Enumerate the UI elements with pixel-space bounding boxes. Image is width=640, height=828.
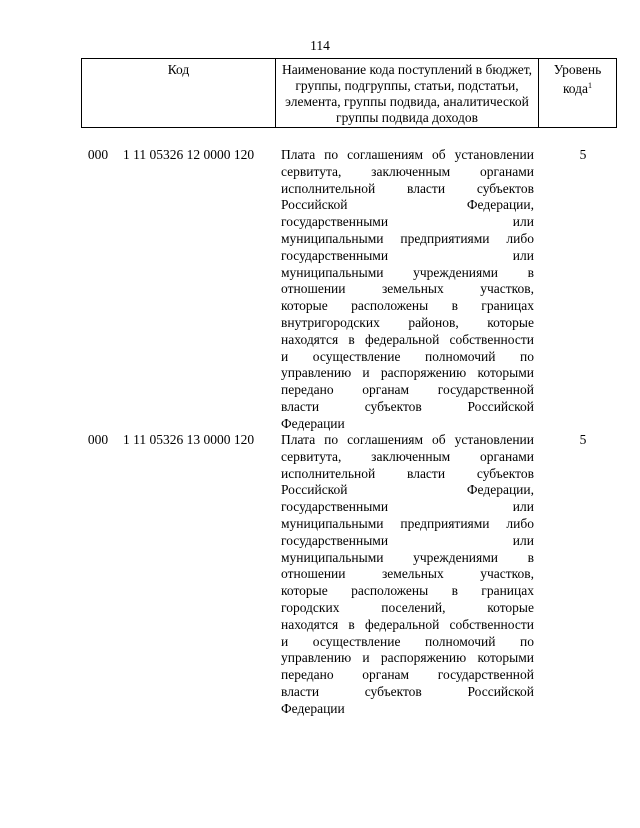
description-line: отношении земельных участков, <box>281 281 534 297</box>
revenue-code: 1 11 05326 13 0000 120 <box>123 432 255 447</box>
code-level: 5 <box>579 432 587 447</box>
description-line: Федерации <box>281 415 345 431</box>
description-line: сервитута, заключенным органами <box>281 163 534 179</box>
description-line: которые расположены в границах <box>281 583 534 599</box>
description-line: Федерации <box>281 700 345 716</box>
description-line: передано органам государственной <box>281 382 534 398</box>
description-line: государственными или <box>281 214 534 230</box>
description-line: муниципальными учреждениями в <box>281 549 534 565</box>
code-level: 5 <box>579 147 587 162</box>
description-line: и осуществление полномочий по <box>281 348 534 364</box>
page-number: 114 <box>310 38 330 53</box>
admin-code: 000 <box>87 432 109 447</box>
description-line: находятся в федеральной собственности <box>281 331 534 347</box>
admin-code: 000 <box>87 147 109 162</box>
description-line: государственными или <box>281 499 534 515</box>
description-line: городских поселений, которые <box>281 599 534 615</box>
description-line: государственными или <box>281 532 534 548</box>
description-line: находятся в федеральной собственности <box>281 616 534 632</box>
revenue-code: 1 11 05326 12 0000 120 <box>123 147 255 162</box>
description-line: муниципальными учреждениями в <box>281 264 534 280</box>
description-line: которые расположены в границах <box>281 298 534 314</box>
header-level-label: Уровень кода <box>553 62 602 96</box>
description-line: управлению и распоряжению которыми <box>281 650 534 666</box>
description-line: передано органам государственной <box>281 667 534 683</box>
description-line: управлению и распоряжению которыми <box>281 365 534 381</box>
description-line: муниципальными предприятиями либо <box>281 515 534 531</box>
description-line: власти субъектов Российской <box>281 683 534 699</box>
description-line: исполнительной власти субъектов <box>281 180 534 196</box>
description-line: отношении земельных участков, <box>281 566 534 582</box>
description-line: Плата по соглашениям об установлении <box>281 147 534 162</box>
description-line: Российской Федерации, <box>281 197 534 213</box>
description-line: внутригородских районов, которые <box>281 314 534 330</box>
revenue-description <box>281 432 534 718</box>
description-line: и осуществление полномочий по <box>281 633 534 649</box>
table-header <box>81 58 617 128</box>
description-line: государственными или <box>281 247 534 263</box>
header-level <box>539 59 616 127</box>
description-line: власти субъектов Российской <box>281 398 534 414</box>
revenue-description <box>281 147 534 433</box>
description-line: муниципальными предприятиями либо <box>281 230 534 246</box>
description-line: сервитута, заключенным органами <box>281 448 534 464</box>
description-line: Плата по соглашениям об установлении <box>281 432 534 447</box>
header-code: Код <box>82 59 276 127</box>
description-line: исполнительной власти субъектов <box>281 465 534 481</box>
description-line: Российской Федерации, <box>281 482 534 498</box>
header-level-footnote: 1 <box>588 81 593 90</box>
header-name: Наименование кода поступлений в бюджет, группы, подгруппы, статьи, подстатьи, элемента, группы подвида, аналитической группы подвида доходов <box>276 59 539 127</box>
